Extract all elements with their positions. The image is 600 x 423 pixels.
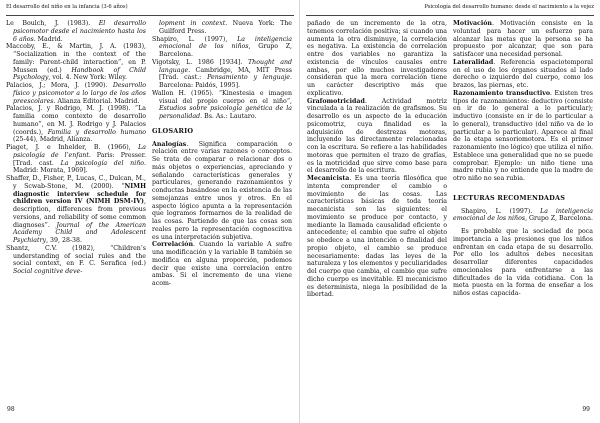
glossary-entry: Grafomotricidad. Actividad motriz vinculada a la realización de grafismos. Su desarrollo es un aspecto de la educación psicomotriz, cuya finalidad es la adquisición de destrezas motoras, incluyendo las directamente relacionadas con la escritura. Se refiere a las habilidades motoras que permiten el trazo de grafías, es la motricidad que sirve como base para el desarrollo de la escritura.	[307, 97, 447, 175]
right-header-rule	[306, 15, 594, 16]
left-page-number: 98	[7, 406, 15, 413]
glossary-column-right	[453, 20, 593, 298]
reference-entry: Piaget, J. e Inhelder, B. (1966), La psicología de l’enfant. Paris: Presser. [Trad. cast. La psicología del niño. Madrid: Morata, 1969].	[6, 144, 146, 175]
glossary-entry: Lateralidad. Referencia espaciotemporal en el uso de los órganos situados al lado derecho o izquierdo del cuerpo, como los brazos, las piernas, etc.	[453, 58, 593, 89]
reference-entry: Palacios, J. y Rodrigo, M. J. (1998). “La familia como contexto de desarrollo humano”, en M. J. Rodrigo y J. Palacios (coords.), Familia y desarrollo humano (25-44), Madrid, Alianza.	[6, 105, 147, 144]
reference-entry: Maccoby, E., & Martin, J. A. (1983), “Socialization in the context of the family: Parent-child interaction”, en P. Mussen (ed.) Handbook of Child Psychology, vol. 4. New York: Wiley.	[6, 43, 146, 82]
glossary-continuation: pañado de un incremento de la otra, tenemos correlación positiva; si cuando una aumenta la otra disminuye, la correlación es negativa. La existencia de correlación entre dos variables no garantiza la existencia de vínculos causales entre ambas, por ello muchos investigadores consideran que la mera correlación tiene un carácter descriptivo más que explicativo.	[307, 20, 447, 97]
reference-entry: Shapiro, L. (1997), La inteligencia emocional de los niños, Grupo Z, Barcelona.	[152, 35, 292, 58]
glossary-entry: Motivación. Motivación consiste en la voluntad para hacer un esfuerzo para alcanzar las metas que la persona se ha propuesto por alcanzar, que son para satisfacer una necesidad personal.	[453, 20, 593, 58]
reference-continuation: lopment in context. Nueva York: The Guilford Press.	[159, 20, 292, 35]
recommended-readings-heading: LECTURAS RECOMENDADAS	[453, 193, 566, 202]
references-glossary-column	[152, 20, 292, 288]
reference-entry: Palacios, J.; Mora, J. (1990). Desarrollo físico y psicomotor a lo largo de los años preescolares. Alianza Editorial. Madrid.	[6, 82, 146, 105]
glossary-entry: Mecanicista. Es una teoría filosófica que intenta comprender el cambio o movimiento de las cosas. Las características básicas de toda teoría mecanicista son las siguientes: el movimiento se produce por contacto, y mediante la llamada causalidad eficiente o antecedente; el cambio que sufre el objeto se obedece a una intención o finalidad del propio objeto, el cambio se produce necesariamente: dadas las leyes de la naturaleza y los elementos y peculiaridades del cuerpo que cambia, el cambio que sufre dicho cuerpo es inevitable. El mecanicismo es determinista, niega la posibilidad de la libertad.	[307, 175, 447, 299]
right-page	[300, 0, 600, 423]
reference-entry: Wallon H. (1965). “Kinestesia e imagen visual del propio cuerpo en el niño”, Estudios sobre psicología genética de la personalidad. Bs. As.: Lautaro.	[152, 89, 292, 120]
recommended-reading-reference: Shapiro, L. (1997). La inteligencia emocional de los niños, Grupo Z, Barcelona.	[453, 207, 594, 223]
glossary-entry: Analogías. Significa comparación o relación entre varias razones o conceptos. Se trata de comparar o relacionar dos o más objetos o experiencias, apreciando y señalando características generales y particulares, generando razonamientos y conductas basándose en la existencia de las semejanzas entre unos y otros. En el aspecto lógico apunta a la representación que logramos formarnos de la realidad de las cosas. Partiendo de que las cosas son reales pero la representación cognoscitiva es una interpretación subjetiva.	[152, 140, 292, 241]
references-column	[6, 20, 146, 276]
right-running-head: Psicología del desarrollo humano: desde el nacimiento a la vejez	[424, 4, 594, 10]
glossary-heading: GLOSARIO	[152, 126, 194, 135]
reference-entry: Shantz, C.V. (1982), “Children’s understanding of social rules and the social context, en F. C. Serafica (ed.) Social cognitive deve-	[6, 244, 146, 275]
reference-entry: Shaffer, D., Fisher, P., Lucas, C., Dulcan, M., y Scwab-Stone, M. (2000). “NIMH diagnostic interview schedule for children version IV (NIMH DSM-IV), description, differences from previous versions, and reliability of some common diagnoses”. Journal of the American Academy Child and Adolescent Psychiatry, 39, 28-38.	[6, 175, 146, 244]
glossary-entry: Correlación. Cuando la variable A sufre una modificación y la variable B también se modifica en alguna proporción, podemos decir que existe una correlación entre ambas. Si el incremento de una viene acom-	[152, 241, 292, 287]
reference-entry: Le Boulch, J. (1983). El desarrollo psicomotor desde el nacimiento hasta los 6 años. Madrid.	[6, 20, 146, 43]
right-page-number: 99	[582, 406, 590, 413]
left-header-rule	[6, 15, 294, 16]
reference-entry: Vigotsky, L. 1986 [1934]. Thought and language. Cambridge, MA, MIT Press [Trad. cast.: Pensamiento y lenguaje. Barcelona: Paidós, 1995].	[152, 58, 292, 89]
recommended-reading-body: Es probable que la sociedad de poca importancia a las presiones que los niños enfrentan en cada etapa de su desarrollo. Por ello los adultos debes necesitan desarrollar diferentes capacidades emocionales para enfrentarse a las dificultades de la vida cotidiana. Con la meta puesta en la forma de enseñar a los niños estas capacida-	[453, 228, 593, 297]
left-running-head: El desarrollo del niño en la infancia (3-6 años)	[6, 4, 128, 10]
glossary-column-left	[307, 20, 447, 299]
glossary-entry: Razonamiento transductivo. Existen tres tipos de razonamientos: deductivo (consiste en ir de lo general a lo particular); inductivo (consiste en ir de lo particular a lo general), transductivo (del niño va de lo particular a lo particular). Aparece al final de la etapa sensoriomotora. Es el primer razonamiento (no lógico) que utiliza el niño. Establece una generalidad que no se puede comprobar. Ejemplo: un niño tiene una madre rubia y no entiende que la madre de otro niño no sea rubia.	[453, 89, 593, 182]
